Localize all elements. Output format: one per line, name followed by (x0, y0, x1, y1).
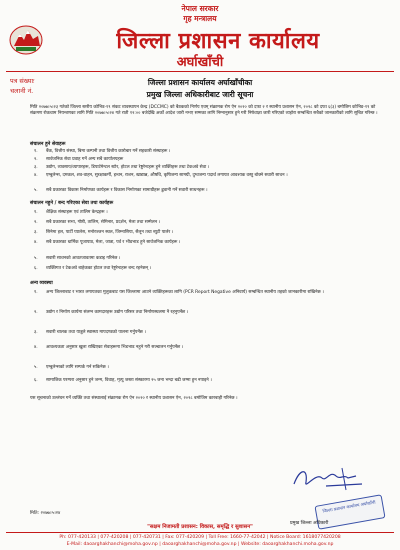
item-number: ५. (34, 365, 38, 370)
item-number: १. (34, 210, 38, 215)
item-number: २. (34, 220, 38, 225)
item-text: एम्बुलेन्स, दमकल, शव-वाहन, सुरक्षाकर्मी, इन्धन, राशन, खाद्यान्न, औषधि, कृषिजन्य सामग्री, दुग्धजन्य पदार्थ लगायत आवश्यक वस्तु बोक्ने सवारी साधन । (46, 173, 288, 178)
handwritten-signature (286, 462, 376, 496)
closed-item (34, 230, 386, 236)
item-text: व्यक्तिगत र टेकअवे बाहेकका होटल तथा रेष्टुरेन्टहरू बन्द रहनेछन् । (46, 266, 152, 271)
closed-item (34, 210, 386, 216)
item-number: ५. (34, 256, 38, 261)
closed-item (34, 256, 386, 262)
signatory-title: प्रमुख जिल्ला अधिकारी (290, 521, 329, 526)
item-text: सामाजिक परम्परा अनुसार हुने जन्म, विवाह, मृत्यु जस्ता संस्कारमा २५ जना भन्दा बढी जम्मा हुन नपाइने । (46, 378, 212, 383)
slogan: "सक्षम निजामती प्रशासन: विकास, समृद्धि र सुशासन" (147, 524, 253, 530)
item-number: ५. (34, 188, 38, 193)
item-number: २. (34, 157, 38, 162)
item-number: ६. (34, 266, 38, 271)
other-arrangements-heading: अन्य व्यवस्था (30, 281, 53, 286)
notice-title-2: प्रमुख जिल्ला अधिकारीबाट जारी सूचना (146, 90, 254, 99)
office-title: जिल्ला प्रशासन कार्यालय (116, 29, 320, 54)
item-number: ४. (34, 345, 38, 350)
item-text: अन्य जिल्लाबाट र भारत लगायतका मुलुकबाट यस जिल्लामा आउने व्यक्तिहरूका लागि (PCR Report Negative अनिवार्य) सम्बन्धित स्थानीय तहको जानकारीमा राखिनेछ । (46, 290, 324, 295)
item-number: ४. (34, 173, 38, 178)
open-item (34, 173, 386, 179)
email-line: E-Mail: daoarghakhanchi@moha.gov.np | daoarghakhanchi@moha.gov.np | Website: daoarghakhanchi.moha.gov.np (66, 542, 334, 547)
header-divider (6, 71, 394, 72)
item-text: सवारी चालक तथा यात्रुले स्वास्थ्य मापदण्डको पालना गर्नुपर्नेछ । (46, 330, 146, 335)
item-text: उद्योग, व्यवसाय/व्यापारहरू, डिपार्टमेन्टल स्टोर, होटल तथा रेष्टुरेन्टहरू हुने व्यक्तिहरू तथा टेकअवे सेवा । (46, 165, 210, 170)
dispatch-date: मिति: २०७७।५।२४ (30, 511, 61, 516)
item-text: बैंक, वित्तीय संस्था, बिमा कम्पनी तथा वित्तीय कारोबार गर्ने सहकारी संस्थाहरू । (46, 149, 171, 154)
contact-line: Ph: 077-420133 | 077-420208 | 077-420731 | Fax: 077-420209 | Toll Free: 1660-77-42042 | Notice Board: 1618077420208 (59, 535, 341, 540)
office-location: अर्घाखाँची (176, 55, 224, 70)
stamp-text: जिल्ला प्रशासन कार्यालय अर्घाखाँची (322, 499, 376, 514)
item-text: सवारी साधनको आवतजावतमा कडाइ गरिनेछ । (46, 256, 121, 261)
other-item (34, 290, 386, 296)
other-item (34, 378, 386, 384)
ministry-label: गृह मन्त्रालय (183, 14, 217, 23)
open-item (34, 165, 386, 171)
closed-item (34, 240, 386, 246)
nepal-emblem-icon (8, 22, 44, 56)
closed-item (34, 266, 386, 272)
item-number: ४. (34, 240, 38, 245)
item-number: ३. (34, 165, 38, 170)
open-item (34, 157, 386, 163)
other-item (34, 330, 386, 336)
other-item (34, 345, 386, 351)
intro-paragraph: मिति २०७७।५।२३ गतेको जिल्ला स्तरीय कोभिड-१९ संकट व्यवस्थापन केन्द्र (DCCMC) को बैठकको निर्णय एवम् संक्रामक रोग ऐन २०२० को दफा २ र स्थानीय प्रशासन ऐन, २०२८ को दफा ६(३) बमोजिम कोभिड-१९ को संक्रमण रोकथाम नियन्त्रणका लागि मिति २०७७।५।२४ गते राती १२:०० बजेदेखि अर्को आदेश जारी नभए सम्मका लागि निम्नानुसार हुने गरी निषेधाज्ञा जारी गरिएको व्यहोरा सम्बन्धित सबैको जानकारीको लागि सूचित गरिन्छ । (30, 105, 378, 116)
item-text: शैक्षिक संस्थाहरू एवं तालिम केन्द्रहरू । (46, 210, 108, 215)
item-text: आवश्यकता अनुसार खुला राखिएका सेवाहरूमा भिडभाड नहुने गरी सञ्चालन गर्नुपर्नेछ । (46, 345, 184, 350)
closed-services-heading: संचालन नहुने / बन्द गरिएका सेवा तथा कार्यहरू (30, 201, 114, 206)
other-item (34, 310, 386, 316)
item-text: सबै प्रकारका सभा, गोष्ठी, तालिम, सेमिनार, प्रदर्शन, मेला तथा सम्मेलन । (46, 220, 161, 225)
item-text: सबै प्रकारका विकास निर्माणका कार्यहरू र विकास निर्माणका सामाग्रीहरू ढुवानी गर्ने सवारी साधनहरू । (46, 188, 208, 193)
item-number: २. (34, 310, 38, 315)
open-services-heading: संचालन हुने सेवाहरू (30, 142, 66, 147)
open-item (34, 149, 386, 155)
chalani-label: चलानी नं. (10, 87, 34, 95)
item-number: ३. (34, 230, 38, 235)
item-text: सार्वजनिक सेवा प्रवाह गर्ने अन्य सबै कार्यालयहरू (46, 157, 124, 162)
item-text: उद्योग र निर्माण कार्यमा संलग्न कामदारहरू उद्योग परिसर तथा निर्माणस्थलमा नै रहनुपर्नेछ । (46, 310, 189, 315)
item-number: ३. (34, 330, 38, 335)
patra-label: पत्र संख्याः (10, 77, 35, 85)
item-text: सबै प्रकारका धार्मिक पूजापाठ, मेला, जात्रा, पर्व र भीडभाड हुने सार्वजनिक कार्यहरू । (46, 240, 181, 245)
closing-paragraph: यस सूचनाको उल्लंघन गर्ने व्यक्ति तथा संस्थालाई संक्रामक रोग ऐन २०२० र स्थानीय प्रशासन ऐन, २०२८ बमोजिम कारबाही गरिनेछ । (30, 396, 238, 401)
open-item (34, 188, 386, 194)
item-text: एम्बुलेन्सको लागि सम्पर्क गर्न सकिनेछ । (46, 365, 109, 370)
closed-item (34, 220, 386, 226)
item-number: १. (34, 290, 38, 295)
item-number: ६. (34, 378, 38, 383)
item-number: १. (34, 149, 38, 154)
notice-title-1: जिल्ला प्रशासन कार्यालय अर्घाखाँचीका (147, 78, 253, 87)
government-label: नेपाल सरकार (181, 4, 219, 13)
other-item (34, 365, 386, 371)
item-text: सिनेमा हल, पार्टी प्यालेस, मनोरञ्जन स्थल, जिम्नासिया, सैलून तथा ब्युटी पार्लर । (46, 230, 174, 235)
footer-divider (6, 532, 394, 533)
